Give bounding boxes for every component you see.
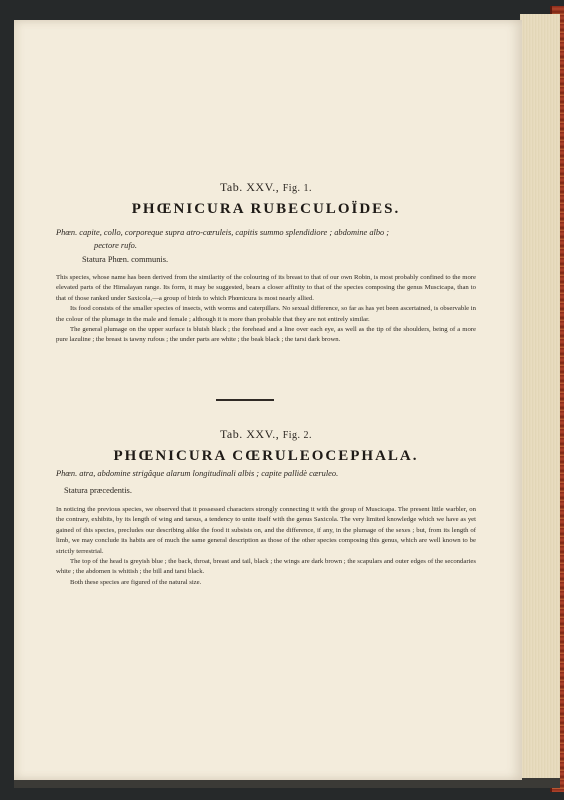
section2-latin-line1: Phœn. atra, abdomine strigâque alarum longitudinali albis ; capite pallidè cæruleo. (56, 469, 339, 478)
section2-statura: Statura præcedentis. (64, 486, 132, 495)
section1-latin-line2: pectore rufo. (94, 241, 137, 250)
section1-paragraph: This species, whose name has been derived from the similarity of the colouring of its breast to that of our own Robin, is most probably confined to the more elevated parts of the Himalayan range. Its form, it may be suggested, bears a closer affinity to that of the species composing the genus Muscicapa, than to that of those ranked under Saxicola,—a group of birds to which Phœnicura is most nearly allied. (56, 274, 476, 302)
section2-plate-heading (56, 427, 476, 442)
section1-latin-diagnosis (56, 226, 476, 252)
section1-tab-label: Tab. XXV., (219, 180, 280, 194)
section2-tab-label: Tab. XXV., (219, 427, 280, 441)
section1-fig-label: Fig. 1. (282, 183, 313, 194)
section2-title: PHŒNICURA CŒRULEOCEPHALA. (113, 448, 419, 464)
section-divider-rule (216, 399, 274, 401)
section1-paragraph: Its food consists of the smaller species of insects, with worms and caterpillars. No sexual difference, so far as has yet been ascertained, is observable in the colour of the plumage in the male and female ; although it is more than probable that they are not entirely similar. (56, 305, 476, 323)
page-fore-edge (520, 14, 560, 784)
section1-body (56, 273, 476, 346)
section1-title: PHŒNICURA RUBECULOÏDES. (131, 201, 401, 217)
section1-statura: Statura Phœn. communis. (82, 255, 169, 264)
section2-paragraph: Both these species are figured of the natural size. (70, 578, 202, 586)
section2-paragraph: The top of the head is greyish blue ; the back, throat, breast and tail, black ; the wings are dark brown ; the scapulars and outer edges of the secondaries white ; the abdomen is whitish ; the bill and tarsi black. (56, 558, 476, 576)
section1-latin-line1: Phœn. capite, collo, corporeque supra atro-cœruleis, capitis summo splendidiore ; abdomine albo ; (56, 228, 390, 237)
section1-paragraph: The general plumage on the upper surface is bluish black ; the forehead and a line over each eye, as well as the tip of the shoulders, being of a more pure lazuline ; the breast is tawny rufous ; the under parts are white ; the beak black ; the tarsi dark brown. (56, 326, 476, 344)
section1-plate-heading (56, 180, 476, 195)
section2-latin-diagnosis (56, 467, 476, 480)
section2-paragraph: In noticing the previous species, we observed that it possessed characters strongly connecting it with the group of Muscicapa. The present little warbler, on the contrary, exhibits, by its length of wing and tarsus, a tendency to unite itself with the genus Saxicola. The very limited knowledge which we have as yet gained of this species, precludes our describing alike the food it subsists on, and the difference, if any, in the plumage of the sexes ; but, from its length of limb, we may conclude its habits are of much the same general description as those of the other species composing this genus, which are well known to be strictly terrestrial. (56, 506, 476, 555)
section2-fig-label: Fig. 2. (282, 430, 313, 441)
section2-body (56, 505, 476, 588)
